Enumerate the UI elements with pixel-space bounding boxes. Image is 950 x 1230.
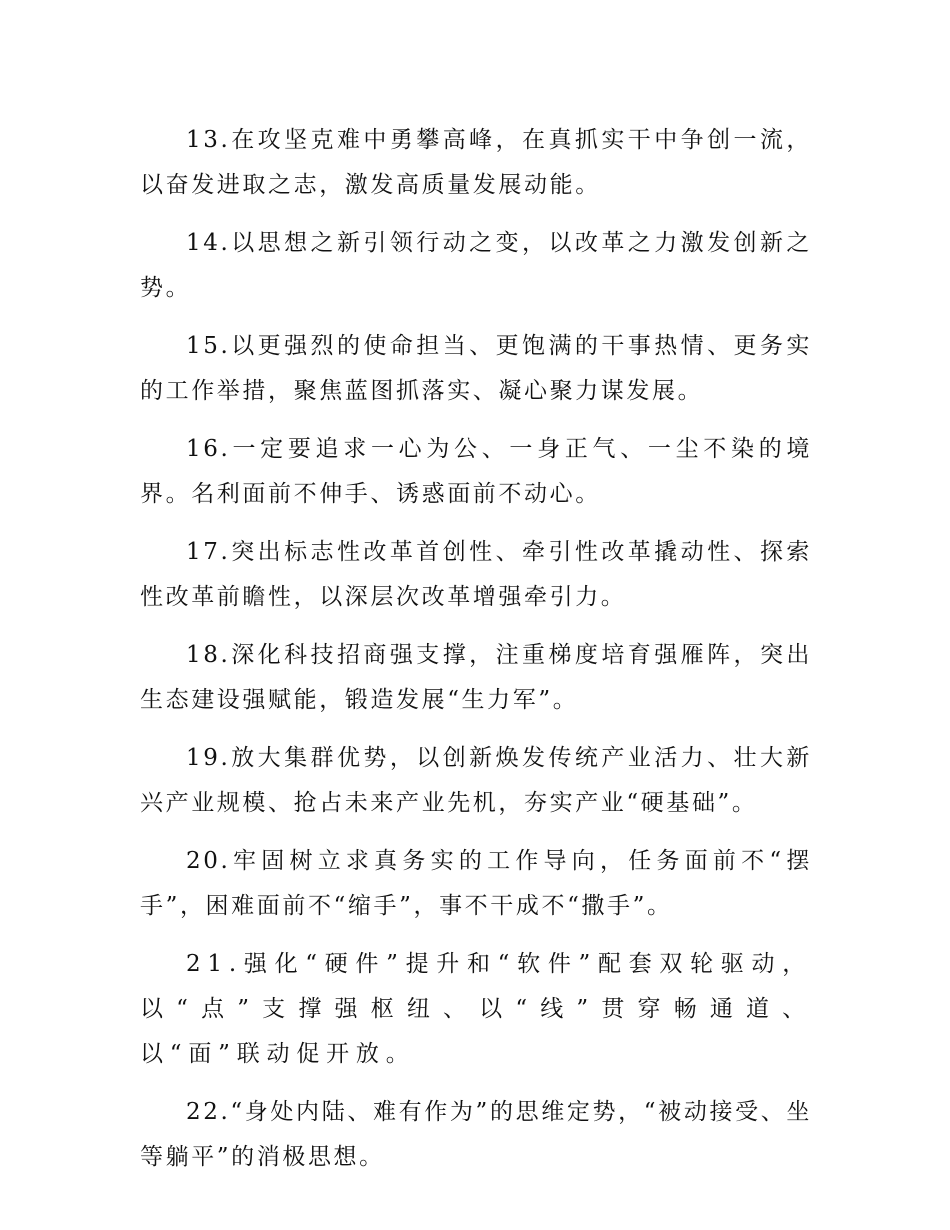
- paragraph-17: 17.突出标志性改革首创性、牵引性改革撬动性、探索性改革前瞻性，以深层次改革增强牵引力。: [140, 539, 812, 610]
- paragraph-16: 16.一定要追求一心为公、一身正气、一尘不染的境界。名利面前不伸手、诱惑面前不动心。: [140, 436, 812, 507]
- paragraph-20: 20.牢固树立求真务实的工作导向，任务面前不“摆手”，困难面前不“缩手”，事不干成不“撒手”。: [140, 848, 812, 919]
- paragraph-19: 19.放大集群优势，以创新焕发传统产业活力、壮大新兴产业规模、抢占未来产业先机，夯实产业“硬基础”。: [140, 745, 812, 816]
- paragraph-18: 18.深化科技招商强支撑，注重梯度培育强雁阵，突出生态建设强赋能，锻造发展“生力军”。: [140, 642, 812, 713]
- paragraph-14: 14.以思想之新引领行动之变，以改革之力激发创新之势。: [140, 230, 812, 301]
- document-body: [140, 118, 812, 1180]
- paragraph-21: 21.强化“硬件”提升和“软件”配套双轮驱动，以“点”支撑强枢纽、以“线”贯穿畅通道、以“面”联动促开放。: [140, 951, 812, 1067]
- paragraph-15: 15.以更强烈的使命担当、更饱满的干事热情、更务实的工作举措，聚焦蓝图抓落实、凝心聚力谋发展。: [140, 333, 812, 404]
- paragraph-22: 22.“身处内陆、难有作为”的思维定势，“被动接受、坐等躺平”的消极思想。: [140, 1099, 812, 1170]
- paragraph-13: 13.在攻坚克难中勇攀高峰，在真抓实干中争创一流，以奋发进取之志，激发高质量发展动能。: [140, 127, 812, 198]
